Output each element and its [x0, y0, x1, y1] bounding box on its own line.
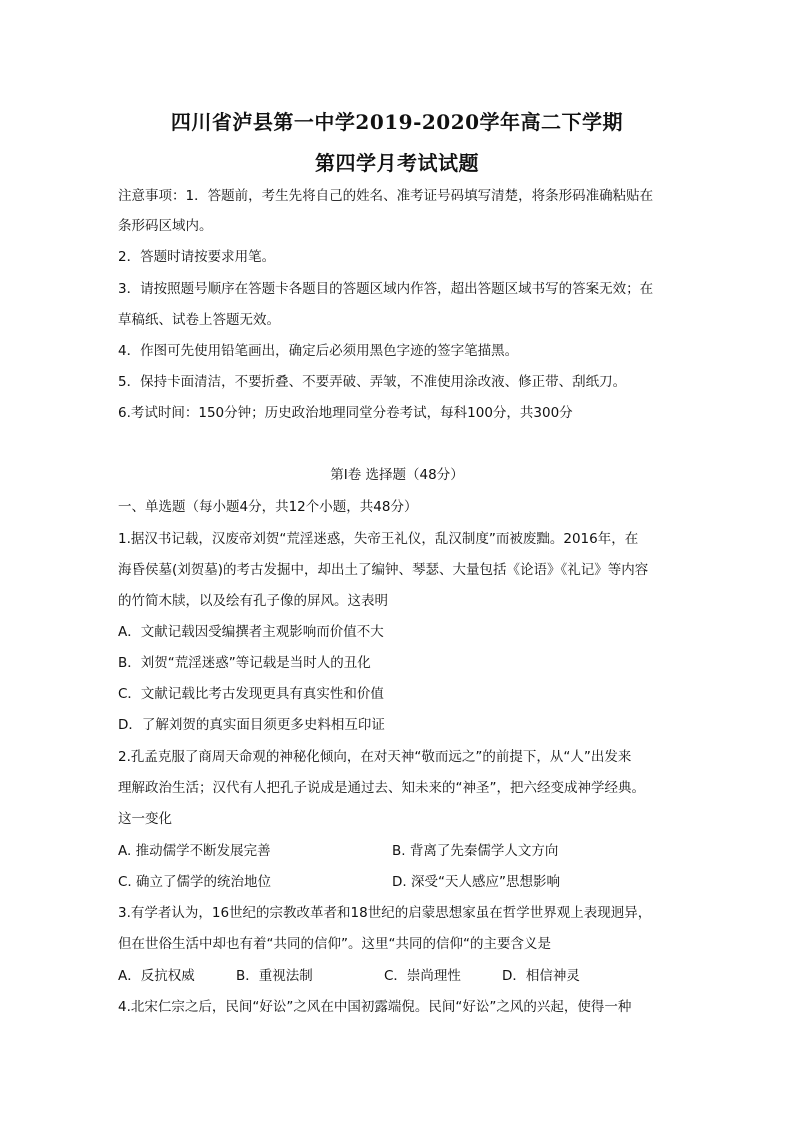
- question-stem-line: 这一变化: [118, 811, 172, 827]
- section-subheading: 一、单选题（每小题4分，共12个小题，共48分）: [118, 499, 418, 515]
- notice-line-1-cont: 条形码区域内。: [118, 218, 213, 234]
- option-d: D. 深受“天人感应”思想影响: [392, 874, 560, 890]
- notice-line-3: 3．请按照题号顺序在答题卡各题目的答题区域内作答，超出答题区域书写的答案无效；在: [118, 281, 654, 297]
- question-stem-line: 的竹简木牍，以及绘有孔子像的屏风。这表明: [118, 593, 388, 609]
- notice-line-6: 6.考试时间：150分钟；历史政治地理同堂分卷考试，每科100分，共300分: [118, 405, 573, 421]
- question-stem-line: 理解政治生活；汉代有人把孔子说成是通过去、知未来的“神圣”，把六经变成神学经典。: [118, 780, 645, 796]
- question-stem-line: 3.有学者认为，16世纪的宗教改革者和18世纪的启蒙思想家虽在哲学世界观上表现迥异，: [118, 905, 652, 921]
- option-b: B．刘贺“荒淫迷惑”等记载是当时人的丑化: [118, 655, 371, 671]
- option-a: A．反抗权威: [118, 968, 195, 984]
- option-c: C．文献记载比考古发现更具有真实性和价值: [118, 686, 384, 702]
- question-stem-line: 但在世俗生活中却也有着“共同的信仰”。这里“共同的信仰“的主要含义是: [118, 936, 551, 952]
- exam-title-line1: 四川省泸县第一中学2019-2020学年高二下学期: [170, 110, 624, 134]
- option-a: A. 推动儒学不断发展完善: [118, 843, 271, 859]
- question-stem-line: 海昏侯墓(刘贺墓)的考古发掘中，却出土了编钟、琴瑟、大量包括《论语》《礼记》等内容: [118, 562, 649, 578]
- option-b: B．重视法制: [236, 968, 313, 984]
- question-stem-line: 1.据汉书记载，汉废帝刘贺“荒淫迷惑，失帝王礼仪，乱汉制度”而被废黜。2016年，在: [118, 531, 639, 547]
- option-b: B. 背离了先秦儒学人文方向: [392, 843, 559, 859]
- question-stem-line: 4.北宋仁宗之后，民间“好讼”之风在中国初露端倪。民间“好讼”之风的兴起，使得一种: [118, 999, 632, 1015]
- notice-line-1: 注意事项：1．答题前，考生先将自己的姓名、准考证号码填写清楚，将条形码准确粘贴在: [118, 188, 654, 204]
- notice-line-2: 2．答题时请按要求用笔。: [118, 249, 276, 265]
- section-heading: 第I卷 选择题（48分）: [330, 467, 464, 483]
- notice-line-3-cont: 草稿纸、试卷上答题无效。: [118, 312, 280, 328]
- option-c: C．崇尚理性: [384, 968, 461, 984]
- option-a: A．文献记载因受编撰者主观影响而价值不大: [118, 624, 384, 640]
- exam-title-line2: 第四学月考试试题: [315, 151, 479, 175]
- option-d: D．了解刘贺的真实面目须更多史料相互印证: [118, 717, 385, 733]
- notice-line-5: 5．保持卡面清洁，不要折叠、不要弄破、弄皱，不准使用涂改液、修正带、刮纸刀。: [118, 374, 627, 390]
- option-c: C. 确立了儒学的统治地位: [118, 874, 272, 890]
- option-d: D．相信神灵: [502, 968, 580, 984]
- notice-line-4: 4．作图可先使用铅笔画出，确定后必须用黑色字迹的签字笔描黑。: [118, 343, 519, 359]
- question-stem-line: 2.孔孟克服了商周天命观的神秘化倾向，在对天神“敬而远之”的前提下，从“人”出发来: [118, 749, 632, 765]
